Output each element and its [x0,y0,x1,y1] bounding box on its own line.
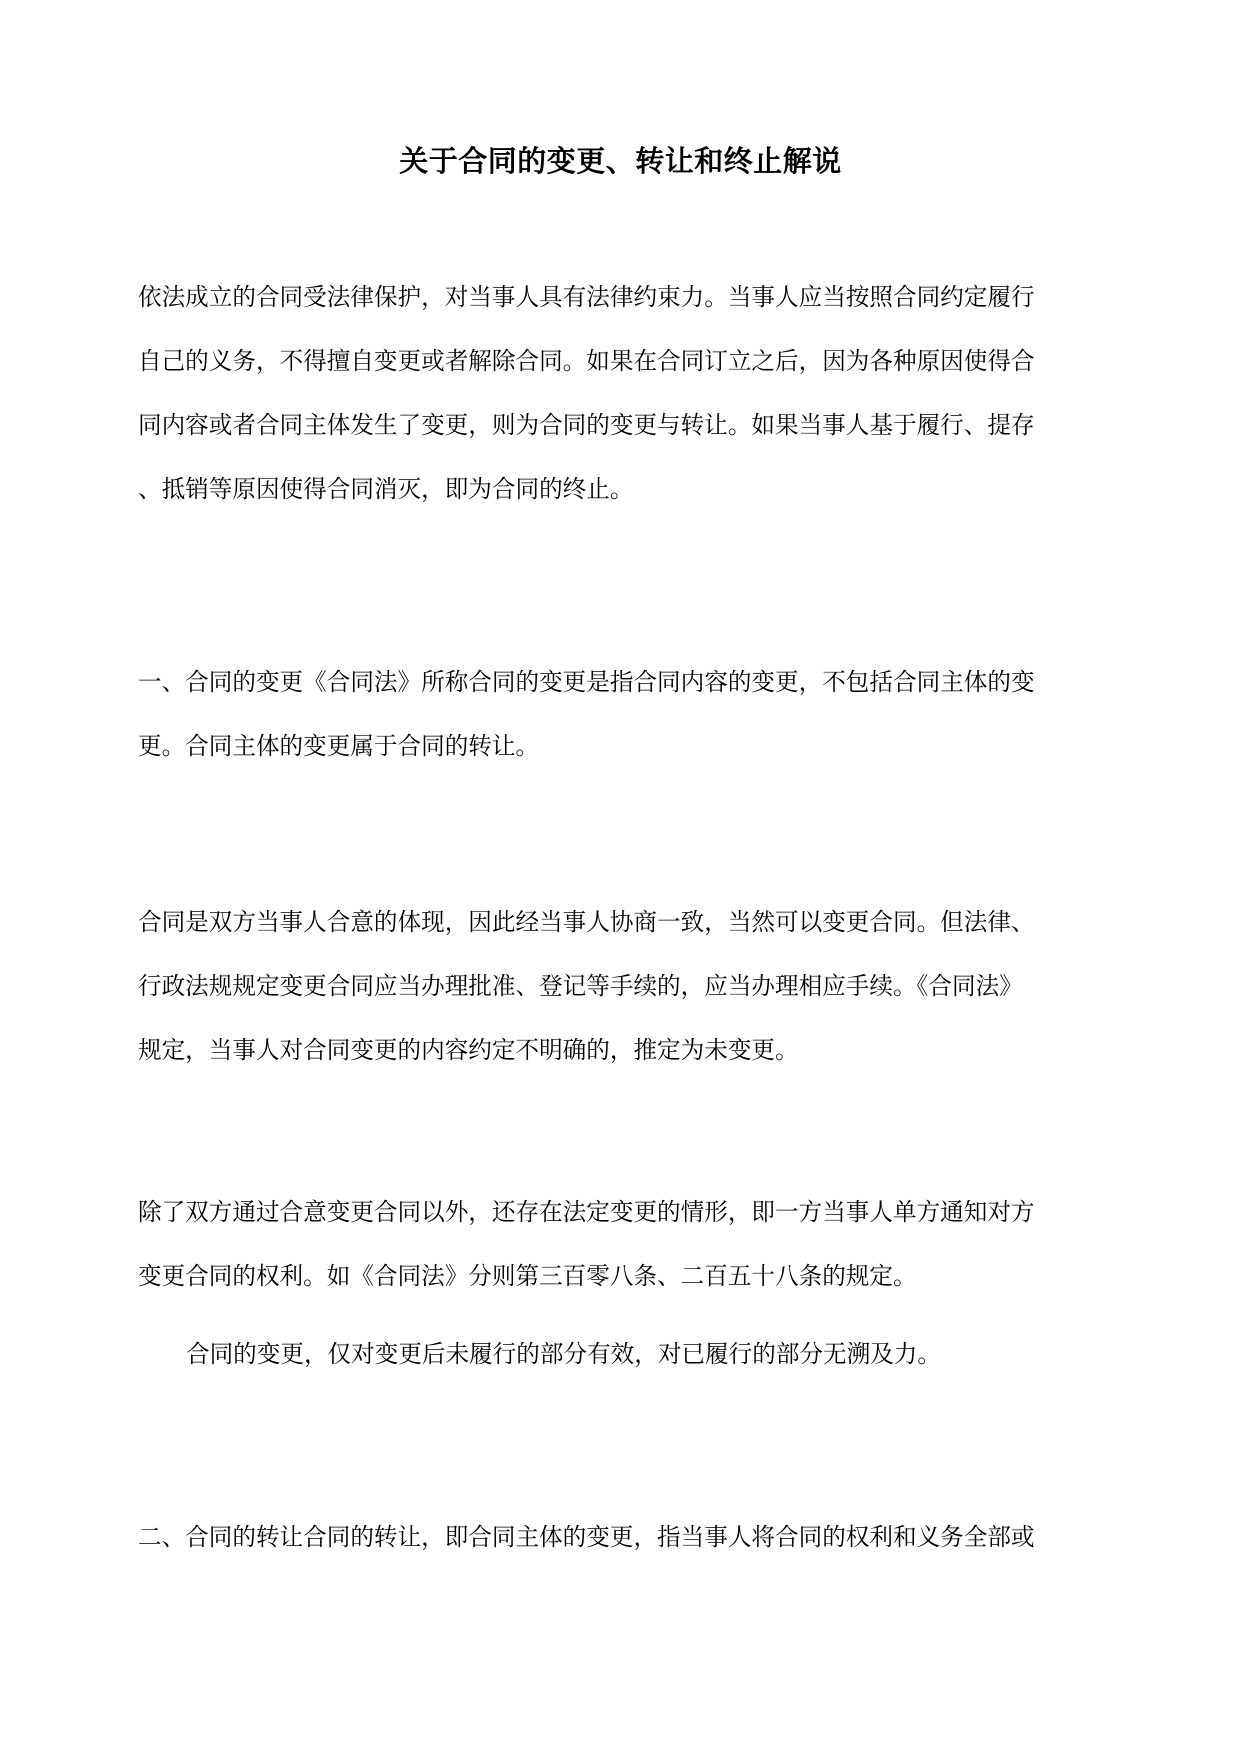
paragraph-line: 除了双方通过合意变更合同以外，还存在法定变更的情形，即一方当事人单方通知对方 [138,1198,1035,1226]
paragraph-section-one [138,650,1098,778]
paragraph-statutory-change [138,1180,1098,1308]
paragraph-intro [138,265,1098,521]
paragraph-line: 依法成立的合同受法律保护，对当事人具有法律约束力。当事人应当按照合同约定履行 [138,283,1035,311]
paragraph-line: 更。合同主体的变更属于合同的转让。 [138,732,540,760]
paragraph-line: 行政法规规定变更合同应当办理批准、登记等手续的，应当办理相应手续。《合同法》 [138,972,1023,1000]
paragraph-line: 、抵销等原因使得合同消灭，即为合同的终止。 [138,475,634,503]
paragraph-line: 自己的义务，不得擅自变更或者解除合同。如果在合同订立之后，因为各种原因使得合 [138,347,1035,375]
paragraph-section-two [138,1505,1098,1569]
paragraph-line: 规定，当事人对合同变更的内容约定不明确的，推定为未变更。 [138,1036,799,1064]
paragraph-line: 合同是双方当事人合意的体现，因此经当事人协商一致，当然可以变更合同。但法律、 [138,908,1035,936]
paragraph-line: 同内容或者合同主体发生了变更，则为合同的变更与转让。如果当事人基于履行、提存 [138,411,1035,439]
paragraph-line: 二、合同的转让合同的转让，即合同主体的变更，指当事人将合同的权利和义务全部或 [138,1523,1035,1551]
paragraph-line: 一、合同的变更《合同法》所称合同的变更是指合同内容的变更，不包括合同主体的变 [138,668,1035,696]
document-title: 关于合同的变更、转让和终止解说 [399,144,842,178]
paragraph-line: 变更合同的权利。如《合同法》分则第三百零八条、二百五十八条的规定。 [138,1262,917,1290]
paragraph-no-retroactivity [138,1322,1098,1386]
paragraph-mutual-consent [138,890,1098,1082]
paragraph-line: 合同的变更，仅对变更后未履行的部分有效，对已履行的部分无溯及力。 [186,1340,941,1368]
